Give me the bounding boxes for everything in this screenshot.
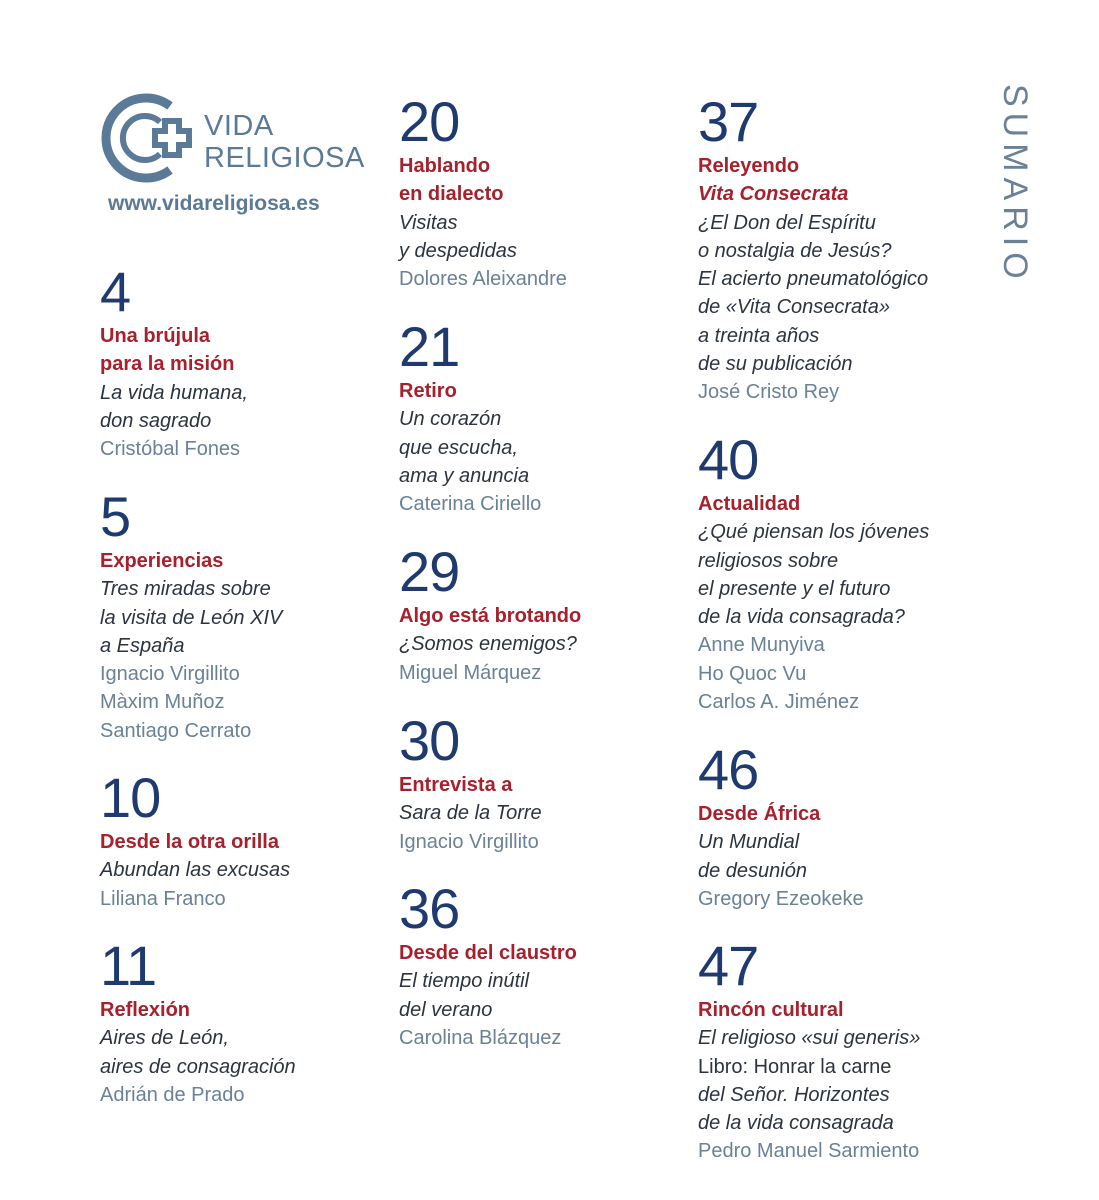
page-number: 4 [100, 260, 131, 323]
title-line: Visitas [399, 211, 458, 234]
sumario-label: SUMARIO [996, 84, 1034, 285]
page-number: 10 [100, 766, 161, 829]
section-heading [698, 996, 920, 1024]
section-line: Actualidad [698, 493, 801, 515]
page-number: 46 [698, 738, 759, 801]
title-line: Libro: Honrar la carne [698, 1055, 892, 1078]
website-link[interactable]: www.vidareligiosa.es [108, 192, 320, 215]
title-line: de su publicación [698, 353, 853, 376]
section-line: Experiencias [100, 550, 224, 572]
toc-entry[interactable] [399, 540, 582, 687]
brand-line-2: RELIGIOSA [204, 142, 365, 174]
title-line: Tres miradas sobre [100, 578, 271, 601]
title-line: o nostalgia de Jesús? [698, 239, 892, 262]
article-title [399, 630, 581, 658]
title-line: aires de consagración [100, 1055, 296, 1078]
title-line: de la vida consagrada [698, 1112, 894, 1135]
title-line: El acierto pneumatológico [698, 268, 929, 291]
author: Gregory Ezeokeke [698, 887, 864, 910]
toc-entry[interactable] [399, 315, 542, 518]
author: Anne Munyiva [698, 634, 825, 657]
toc-entry[interactable] [399, 877, 577, 1052]
title-line: Sara de la Torre [399, 802, 542, 825]
title-line: La vida humana, [100, 381, 248, 404]
toc-entry[interactable] [399, 709, 542, 856]
toc-entry[interactable] [698, 90, 929, 407]
title-line: El tiempo inútil [399, 970, 530, 993]
page-number: 21 [399, 315, 460, 378]
article-title [399, 405, 541, 490]
section-heading [399, 771, 542, 799]
toc-entry[interactable] [100, 766, 291, 913]
toc-entry[interactable] [698, 428, 930, 716]
vida-religiosa-logo-icon [98, 92, 198, 184]
section-line: Retiro [399, 380, 457, 402]
author: Adrián de Prado [100, 1083, 245, 1106]
section-heading [698, 152, 928, 209]
page-number: 47 [698, 934, 759, 997]
article-title [100, 575, 282, 660]
title-line: a España [100, 634, 185, 657]
toc-entry[interactable] [698, 934, 921, 1166]
section-heading [698, 800, 864, 828]
title-line: ama y anuncia [399, 464, 530, 487]
author: Liliana Franco [100, 887, 226, 910]
author: Dolores Aleixandre [399, 268, 567, 291]
section-line: para la misión [100, 353, 235, 376]
section-heading [399, 939, 577, 967]
section-line: Releyendo [698, 155, 800, 177]
title-line: ¿Qué piensan los jóvenes [698, 521, 930, 544]
section-heading [399, 602, 581, 630]
page-number: 36 [399, 877, 460, 940]
article-title [100, 1024, 296, 1081]
title-line: a treinta años [698, 324, 820, 347]
page-number: 29 [399, 540, 460, 603]
title-line: religiosos sobre [698, 549, 839, 572]
magazine-logo[interactable] [98, 92, 368, 222]
title-line: don sagrado [100, 409, 212, 432]
title-line: Un Mundial [698, 831, 800, 854]
section-heading [100, 547, 282, 575]
toc-entry[interactable] [698, 738, 864, 913]
article-title [399, 209, 567, 266]
title-line: de «Vita Consecrata» [698, 296, 890, 319]
section-heading [698, 490, 929, 518]
section-line: Una brújula [100, 325, 211, 347]
section-line: Hablando [399, 155, 491, 177]
section-heading [399, 377, 541, 405]
author: Cristóbal Fones [100, 438, 241, 461]
title-line: Aires de León, [100, 1027, 229, 1050]
title-line: El religioso «sui generis» [698, 1027, 921, 1050]
author: Ignacio Virgillito [399, 830, 539, 853]
page-number: 37 [698, 90, 759, 153]
author: Ho Quoc Vu [698, 662, 807, 685]
toc-entry[interactable] [100, 260, 248, 463]
article-title [698, 1024, 920, 1137]
section-heading [399, 152, 567, 209]
section-line: Reflexión [100, 999, 191, 1021]
section-line: Desde del claustro [399, 942, 577, 964]
author: Carlos A. Jiménez [698, 691, 860, 714]
title-line: ¿Somos enemigos? [399, 633, 577, 656]
article-title [100, 379, 248, 436]
toc-entry[interactable] [100, 934, 296, 1109]
section-line: Desde la otra orilla [100, 831, 279, 853]
author: Santiago Cerrato [100, 719, 252, 742]
page-number: 20 [399, 90, 460, 153]
page-number: 5 [100, 485, 131, 548]
title-line: de la vida consagrada? [698, 606, 905, 629]
section-heading [100, 828, 290, 856]
author: Ignacio Virgillito [100, 663, 240, 686]
title-line: y despedidas [399, 239, 517, 262]
author: Carolina Blázquez [399, 1026, 562, 1049]
author: Miguel Márquez [399, 661, 542, 684]
article-title [399, 967, 577, 1024]
article-title [399, 799, 542, 827]
author: Caterina Ciriello [399, 493, 542, 516]
title-line: del verano [399, 998, 493, 1021]
page-number: 11 [100, 934, 157, 997]
brand-line-1: VIDA [204, 110, 274, 142]
section-heading [100, 322, 248, 379]
section-line: Vita Consecrata [698, 183, 849, 206]
author: Màxim Muñoz [100, 691, 225, 714]
toc-entry[interactable] [399, 90, 567, 293]
section-line: Entrevista a [399, 774, 513, 796]
section-line: en dialecto [399, 183, 504, 206]
page-number: 40 [698, 428, 759, 491]
article-title [698, 209, 928, 379]
title-line: el presente y el futuro [698, 577, 891, 600]
title-line: la visita de León XIV [100, 606, 283, 629]
article-title [698, 518, 929, 631]
author: Pedro Manuel Sarmiento [698, 1140, 920, 1163]
title-line: ¿El Don del Espíritu [698, 211, 876, 234]
section-line: Desde África [698, 803, 821, 825]
section-line: Algo está brotando [399, 605, 582, 627]
article-title [698, 828, 864, 885]
section-heading [100, 996, 296, 1024]
title-line: de desunión [698, 859, 807, 882]
author: José Cristo Rey [698, 381, 840, 404]
toc-entry[interactable] [100, 485, 283, 745]
title-line: Abundan las excusas [100, 859, 291, 882]
title-line: Un corazón [399, 408, 502, 431]
brand-name [204, 110, 365, 174]
article-title [100, 856, 290, 884]
title-line: del Señor. Horizontes [698, 1083, 890, 1106]
page-number: 30 [399, 709, 460, 772]
title-line: que escucha, [399, 436, 518, 459]
section-line: Rincón cultural [698, 999, 844, 1021]
